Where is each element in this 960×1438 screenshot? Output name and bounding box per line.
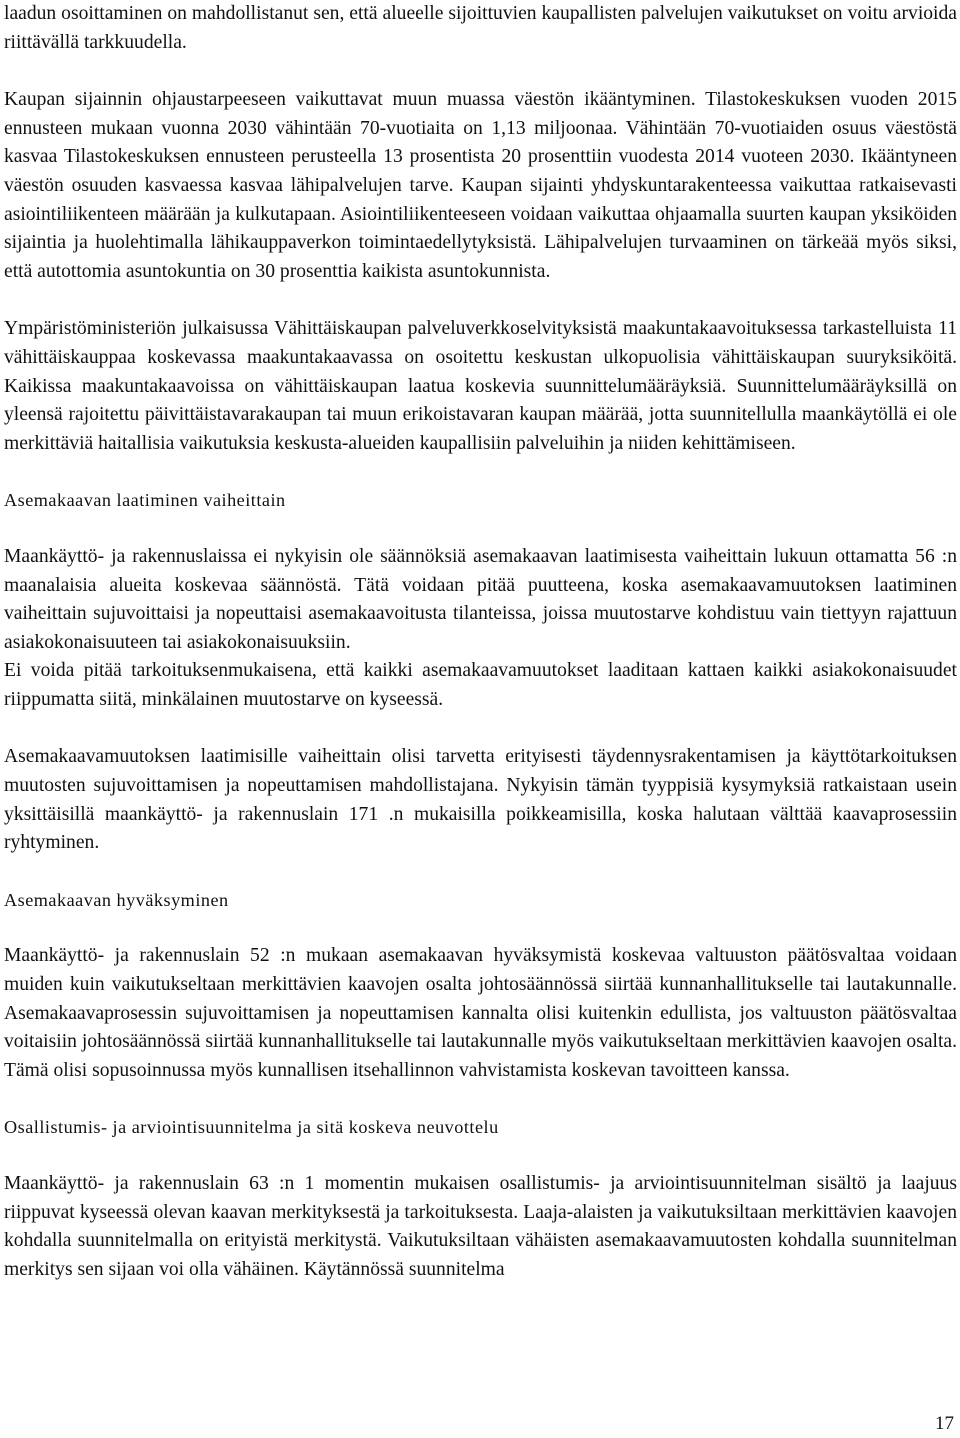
page-number: 17 xyxy=(935,1413,954,1434)
document-page xyxy=(4,0,957,1284)
paragraph-ageing-population: Kaupan sijainnin ohjaustarpeeseen vaikuttavat muun muassa väestön ikääntyminen. Tilastokeskuksen vuoden 2015 ennusteen mukaan vuonna 2030 vähintään 70-vuotiaita on 1,13 miljoonaa. Vähintään 70-vuotiaiden osuus väestöstä kasvaa Tilastokeskuksen ennusteen perusteella 13 prosentista 20 prosenttiin vuodesta 2014 vuoteen 2030. Ikääntyneen väestön osuuden kasvaessa kasvaa lähipalvelujen tarve. Kaupan sijainti yhdyskuntarakenteessa vaikuttaa ratkaisevasti asiointiliikenteen määrään ja kulkutapaan. Asiointiliikenteeseen voidaan vaikuttaa ohjaamalla suurten kaupan yksiköiden sijaintia ja huolehtimalla lähikauppaverkon toimintaedellytyksistä. Lähipalvelujen turvaaminen on tärkeää myös siksi, että autottomia asuntokuntia on 30 prosenttia kaikista asuntokunnista. xyxy=(4,89,957,282)
heading-participation-plan: Osallistumis- ja arviointisuunnitelma ja sitä koskeva neuvottelu xyxy=(4,1117,499,1138)
paragraph-ministry-publication: Ympäristöministeriön julkaisussa Vähittäiskaupan palveluverkkoselvityksistä maakuntakaavoituksessa tarkastelluista 11 vähittäiskauppaa koskevassa maakuntakaavassa on osoitettu keskustan ulkopuolisia vähittäiskaupan suuryksiköitä. Kaikissa maakuntakaavoissa on vähittäiskaupan laatua koskevia suunnittelumääräyksiä. Suunnittelumääräyksillä on yleensä rajoitettu päivittäistavarakaupan tai muun erikoistavaran kaupan määrää, jotta suunnitellulla maankäytöllä ei ole merkittäviä haitallisia vaikutuksia keskusta-alueiden kaupallisiin palveluihin ja niiden kehittämiseen. xyxy=(4,318,957,454)
paragraph-phased-plan-law: Maankäyttö- ja rakennuslaissa ei nykyisin ole säännöksiä asemakaavan laatimisesta vaiheittain lukuun ottamatta 56 :n maanalaisia alueita koskevaa säännöstä. Tätä voidaan pitää puutteena, koska asemakaavamuutoksen laatiminen vaiheittain sujuvoittaisi ja nopeuttaisi asemakaavoitusta tilanteissa, joissa muutostarve kohdistuu vain tiettyyn rajattuun asiakokonaisuuteen tai asiakokonaisuuksiin. xyxy=(4,545,957,653)
paragraph-plan-approval: Maankäyttö- ja rakennuslain 52 :n mukaan asemakaavan hyväksymistä koskevaa valtuuston päätösvaltaa voidaan muiden kuin vaikutukseltaan merkittävien kaavojen osalta johtosäännössä siirtää kunnanhallitukselle tai lautakunnalle. Asemakaavaprosessin sujuvoittamisen ja nopeuttamisen kannalta olisi kuitenkin edullista, jos valtuuston päätösvaltaa voitaisiin johtosäännössä siirtää kunnanhallitukselle tai lautakunnalle myös vaikutukseltaan merkittävien kaavojen osalta. Tämä olisi sopusoinnussa myös kunnallisen itsehallinnon vahvistamista koskevan tavoitteen kanssa. xyxy=(4,945,957,1081)
paragraph-retail-quality: laadun osoittaminen on mahdollistanut sen, että alueelle sijoittuvien kaupallisten palvelujen vaikutukset on voitu arvioida riittävällä tarkkuudella. xyxy=(4,3,957,53)
heading-plan-approval: Asemakaavan hyväksyminen xyxy=(4,889,229,910)
paragraph-phased-plan-purpose: Ei voida pitää tarkoituksenmukaisena, että kaikki asemakaavamuutokset laaditaan kattaen kaikki asiakokonaisuudet riippumatta siitä, minkälainen muutostarve on kyseessä. xyxy=(4,660,957,710)
paragraph-phased-plan-need: Asemakaavamuutoksen laatimisille vaiheittain olisi tarvetta erityisesti täydennysrakentamisen ja käyttötarkoituksen muutosten sujuvoittamisen ja nopeuttamisen mahdollistajana. Nykyisin tämän tyyppisiä kysymyksiä ratkaistaan usein yksittäisillä maankäyttö- ja rakennuslain 171 .n mukaisilla poikkeamisilla, koska halutaan välttää kaavaprosessiin ryhtyminen. xyxy=(4,746,957,854)
heading-phased-plan: Asemakaavan laatiminen vaiheittain xyxy=(4,490,286,511)
paragraph-participation-plan: Maankäyttö- ja rakennuslain 63 :n 1 momentin mukaisen osallistumis- ja arviointisuunnitelman sisältö ja laajuus riippuvat kyseessä olevan kaavan merkityksestä ja tarkoituksesta. Laaja-alaisten ja vaikutuksiltaan merkittävien kaavojen kohdalla suunnitelmalla on erityistä merkitystä. Vaikutuksiltaan vähäisten asemakaavamuutosten kohdalla suunnitelman merkitys sen sijaan voi olla vähäinen. Käytännössä suunnitelma xyxy=(4,1173,957,1280)
